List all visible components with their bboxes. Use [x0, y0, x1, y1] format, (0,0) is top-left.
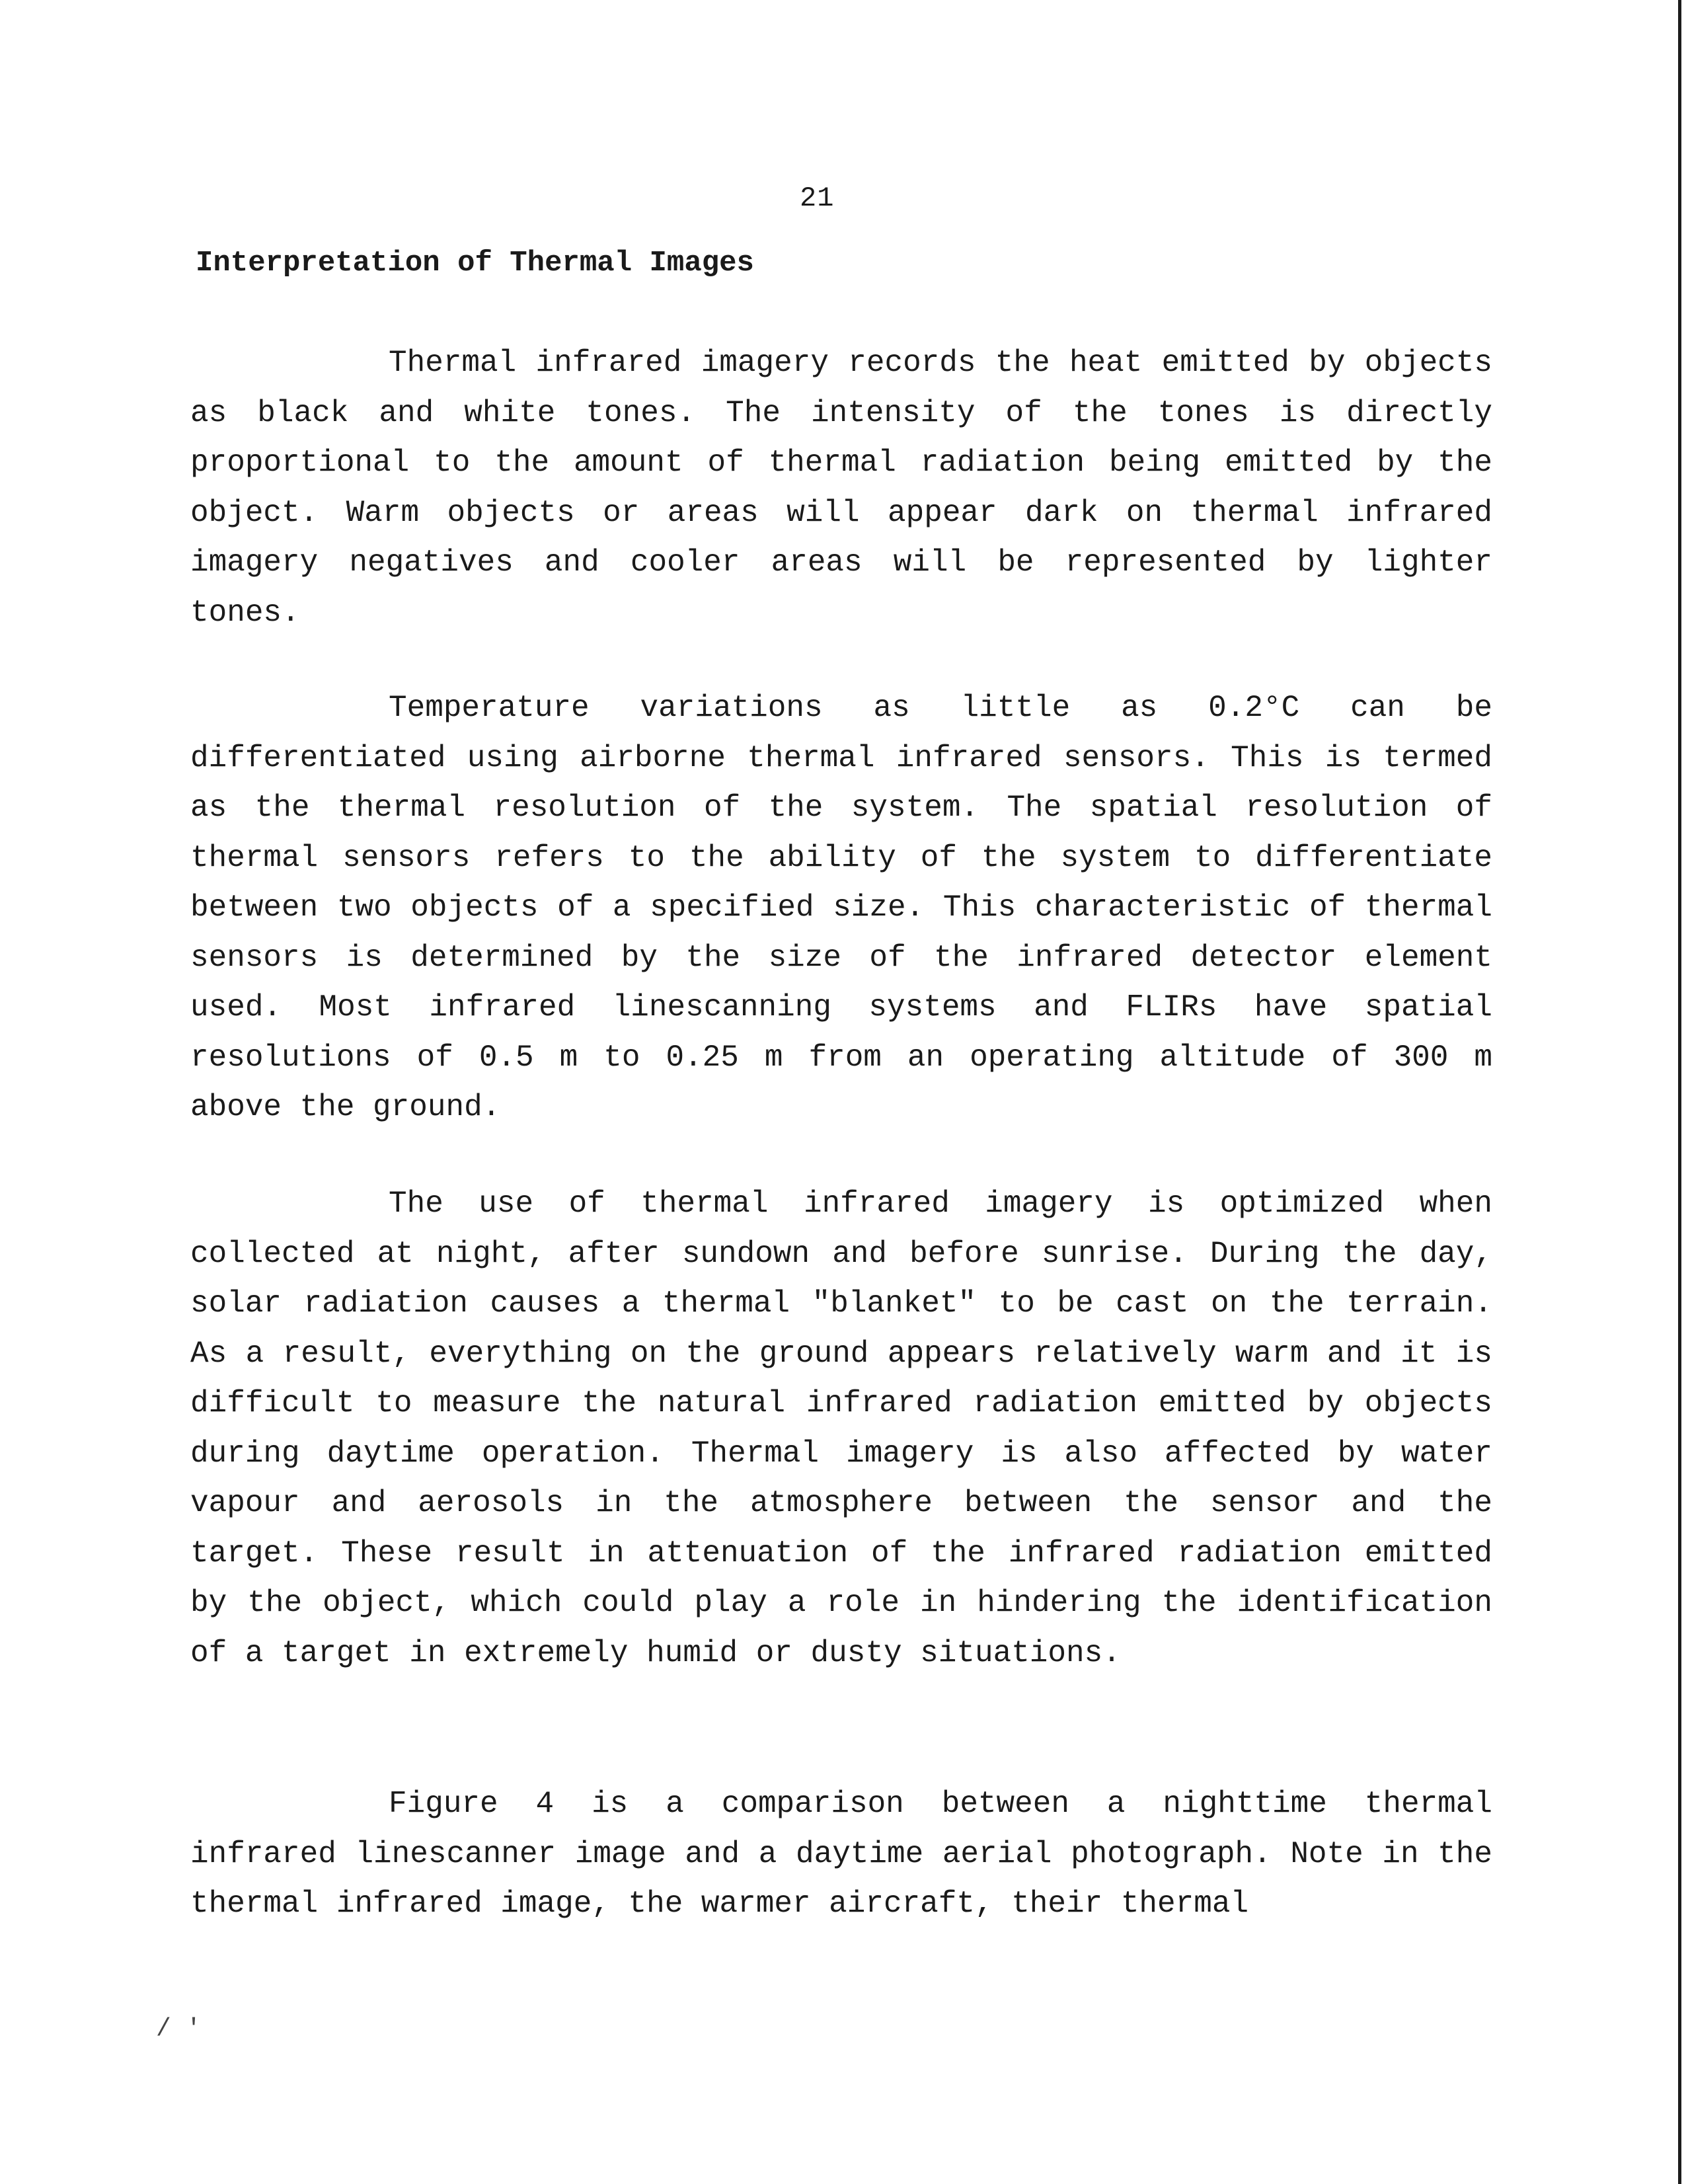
paragraph-temperature-resolution: Temperature variations as little as 0.2°C can be differentiated using airborne thermal infrared sensors. This is termed as the thermal resolution of the system. The spatial resolution of thermal sensors refers to the ability of the system to differentiate between two objects of a specified size. This characteristic of thermal sensors is determined by the size of the infrared detector element used. Most infrared linescanning systems and FLIRs have spatial resolutions of 0.5 m to 0.25 m from an operating altitude of 300 m above the ground.	[190, 691, 1492, 1124]
page-number: 21	[800, 182, 835, 214]
stray-mark: / '	[156, 2015, 202, 2043]
paragraph-figure-comparison: Figure 4 is a comparison between a nighttime thermal infrared linescanner image and a daytime aerial photograph. Note in the thermal infrared image, the warmer aircraft, their thermal	[190, 1787, 1492, 1921]
paragraph-thermal-imagery: Thermal infrared imagery records the heat emitted by objects as black and white tones. The intensity of the tones is directly proportional to the amount of thermal radiation being emitted by the object. Warm objects or areas will appear dark on thermal infrared imagery negatives and cooler areas will be represented by lighter tones.	[190, 346, 1492, 630]
section-heading: Interpretation of Thermal Images	[196, 247, 754, 280]
paragraph-night-collection: The use of thermal infrared imagery is optimized when collected at night, after sundown and before sunrise. During the day, solar radiation causes a thermal "blanket" to be cast on the terrain. As a result, everything on the ground appears relatively warm and it is difficult to measure the natural infrared radiation emitted by objects during daytime operation. Thermal imagery is also affected by water vapour and aerosols in the atmosphere between the sensor and the target. These result in attenuation of the infrared radiation emitted by the object, which could play a role in hindering the identification of a target in extremely humid or dusty situations.	[190, 1187, 1492, 1670]
page-edge-border	[1678, 0, 1681, 2184]
